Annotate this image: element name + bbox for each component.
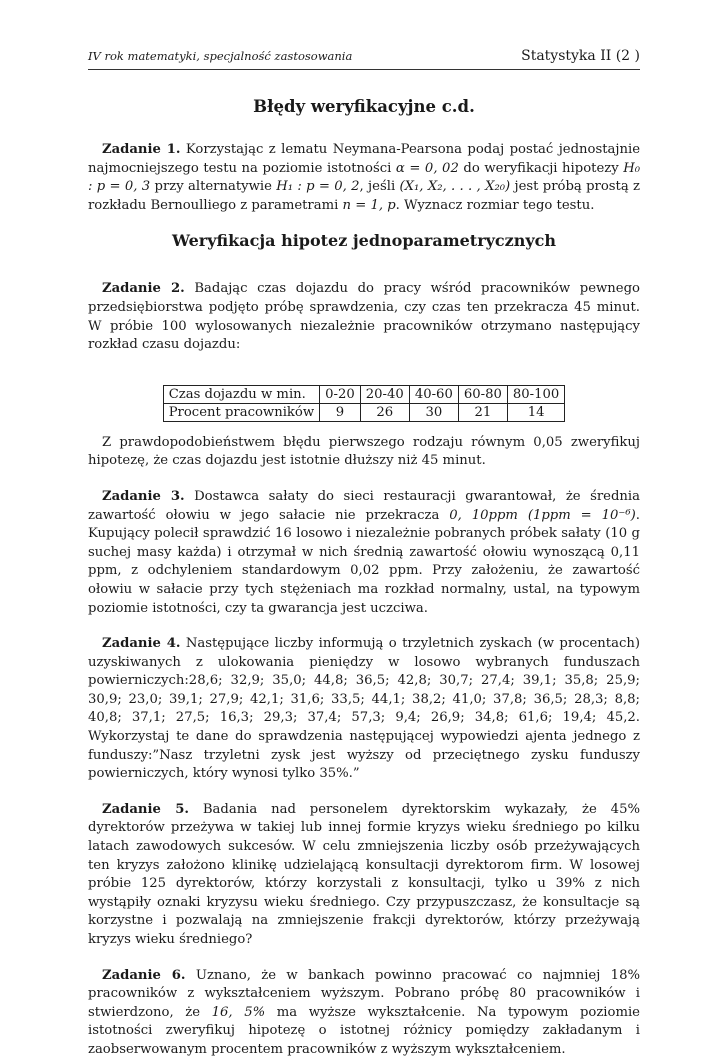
section-heading: Weryfikacja hipotez jednoparametrycznych: [171, 231, 557, 251]
exercise-6-text: Uznano, że w bankach powinno pracować co najmniej 18% pracowników z wykształceniem wyższym. Pobrano próbę 80 pracowników i stwierdzono, że: [88, 967, 640, 1020]
table-cell: 21: [458, 403, 507, 421]
exercise-3-label: Zadanie 3.: [102, 488, 185, 504]
exercise-1-text: Korzystając z lematu Neymana-Pearsona podaj postać jednostajnie najmocniejszego testu na poziomie istotności: [88, 142, 640, 176]
exercise-1-text: jest próbą prostą z rozkładu Bernoulliego z parametrami: [88, 179, 640, 213]
exercise-4-label: Zadanie 4.: [102, 636, 181, 652]
table-row: [163, 403, 565, 421]
math-params: n = 1, p: [342, 197, 396, 213]
math-h0: H₀ : p = 0, 3: [88, 160, 640, 195]
header-subject: Statystyka II (2 ): [521, 48, 640, 64]
table-cell: 14: [507, 403, 564, 421]
exercise-2: [88, 280, 640, 354]
math-percent: 16, 5%: [211, 1004, 266, 1020]
exercise-6-text: ma wyższe wykształcenie. Na typowym poziomie istotności zweryfikuj hipotezę o istotnej różnicy pomiędzy zakładanym i zaobserwowanym procentem pracowników z wyższym wykształceniem.: [88, 1004, 640, 1057]
math-ppm: 0, 10ppm (1ppm = 10⁻⁶): [449, 507, 636, 523]
math-h1: H₁ : p = 0, 2: [276, 179, 360, 195]
table-cell: 20-40: [360, 385, 409, 403]
table-row: [163, 385, 565, 403]
exercise-5-label: Zadanie 5.: [102, 801, 189, 817]
exercise-3-text: . Kupujący polecił sprawdzić 16 losowo i niezależnie pobranych próbek sałaty (10 g suchej masy każda) i otrzymał w nich średnią zawartość ołowiu wynoszącą 0,11 ppm, z odchyleniem standardowym 0,02 ppm. Przy założeniu, że zawartość ołowiu w sałacie przy tych stężeniach ma rozkład normalny, ustal, na typowym poziomie istotności, czy ta gwarancja jest uczciwa.: [88, 507, 640, 616]
exercise-1: [88, 141, 640, 215]
exercise-4: [88, 635, 640, 784]
table-cell: Procent pracowników: [163, 403, 319, 421]
header-rule: [88, 69, 640, 70]
math-sample: (X₁, X₂, . . . , X₂₀): [399, 179, 511, 195]
exercise-1-text: do weryfikacji hipotezy: [458, 160, 624, 176]
document-page: [88, 48, 640, 1060]
table-cell: 80-100: [507, 385, 564, 403]
table-cell: Czas dojazdu w min.: [163, 385, 319, 403]
exercise-4-text: Następujące liczby informują o trzyletnich zyskach (w procentach) uzyskiwanych z ulokowania pieniędzy w losowo wybranych funduszach powierniczych:28,6; 32,9; 35,0; 44,8; 36,5; 42,8; 30,7; 27,4; 39,1; 35,8; 25,9; 30,9; 23,0; 39,1; 27,9; 42,1; 31,6; 33,5; 44,1; 38,2; 41,0; 37,8; 36,5; 28,3; 8,8; 40,8; 37,1; 27,5; 16,3; 29,3; 37,4; 57,3; 9,4; 26,9; 34,8; 61,6; 19,4; 45,2. Wykorzystaj te dane do sprawdzenia następującej wypowiedzi ajenta jednego z funduszy:”Nasz trzyletni zysk jest wyższy od przeciętnego zysku funduszy powierniczych, który wynosi tylko 35%.”: [88, 636, 640, 782]
header-course: IV rok matematyki, specjalność zastosowania: [88, 49, 353, 63]
exercise-3-text: Dostawca sałaty do sieci restauracji gwarantował, że średnia zawartość ołowiu w jego sałacie nie przekracza: [88, 488, 640, 523]
math-alpha: α = 0, 02: [395, 160, 459, 176]
exercise-6: [88, 967, 640, 1060]
running-header: [88, 48, 640, 64]
exercise-1-label: Zadanie 1.: [102, 142, 181, 157]
exercise-1-text: przy alternatywie: [150, 179, 277, 195]
table-cell: 26: [360, 403, 409, 421]
exercise-6-label: Zadanie 6.: [102, 967, 186, 983]
exercise-2-label: Zadanie 2.: [102, 281, 185, 297]
table-cell: 0-20: [320, 385, 361, 403]
exercise-2-text: Badając czas dojazdu do pracy wśród pracowników pewnego przedsiębiorstwa podjęto próbę sprawdzenia, czy czas ten przekracza 45 minut. W próbie 100 wylosowanych niezależnie pracowników otrzymano następujący rozkład czasu dojazdu:: [88, 281, 640, 353]
exercise-5-text: Badania nad personelem dyrektorskim wykazały, że 45% dyrektorów przeżywa w takiej lub innej formie kryzys wieku średniego po kilku latach zawodowych sukcesów. W celu zmniejszenia liczby osób przeżywających ten kryzys założono klinikę udzielającą konsultacji dyrektorom firm. W losowej próbie 125 dyrektorów, którzy korzystali z konsultacji, tylko u 39% z nich wystąpiły oznaki kryzysu wieku średniego. Czy przypuszczasz, że konsultacje są korzystne i pozwalają na zmniejszenie frakcji dyrektorów, którzy przeżywają kryzys wieku średniego?: [88, 801, 640, 947]
table-cell: 40-60: [409, 385, 458, 403]
commute-table-wrap: [88, 385, 640, 422]
exercise-3: [88, 488, 640, 618]
table-cell: 9: [320, 403, 361, 421]
page-title: Błędy weryfikacyjne c.d.: [253, 97, 475, 116]
exercise-1-text: . Wyznacz rozmiar tego testu.: [395, 197, 595, 213]
table-cell: 60-80: [458, 385, 507, 403]
exercise-2-question: Z prawdopodobieństwem błędu pierwszego rodzaju równym 0,05 zweryfikuj hipotezę, że czas dojazdu jest istotnie dłuższy niż 45 minut.: [88, 434, 640, 469]
commute-table: [163, 385, 566, 422]
exercise-5: [88, 801, 640, 950]
exercise-1-text: , jeśli: [359, 179, 400, 195]
table-cell: 30: [409, 403, 458, 421]
